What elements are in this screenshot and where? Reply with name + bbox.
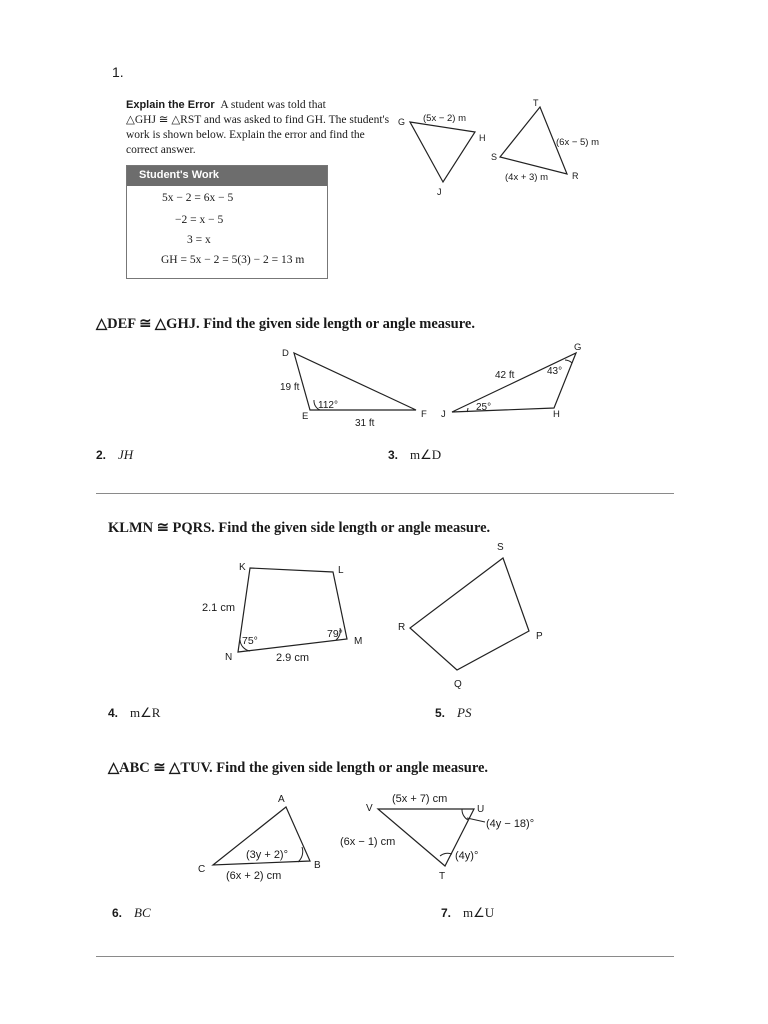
quad-pqrs bbox=[410, 558, 529, 670]
angle-u-leader bbox=[467, 818, 485, 822]
section-heading-def: △DEF ≅ △GHJ. Find the given side length or angle measure. bbox=[96, 316, 475, 332]
label-l: L bbox=[338, 565, 344, 576]
explain-line-2: △GHJ ≅ △RST and was asked to find GH. The student's bbox=[126, 114, 390, 126]
problem-7 bbox=[441, 904, 494, 922]
label-t2: T bbox=[439, 871, 446, 882]
label-n: N bbox=[225, 652, 233, 663]
problem-4 bbox=[108, 704, 160, 722]
work-line-3: 3 = x bbox=[187, 234, 211, 246]
work-line-2: −2 = x − 5 bbox=[175, 214, 224, 226]
label-cb: (6x + 2) cm bbox=[226, 870, 282, 882]
students-work-header: Student's Work bbox=[127, 166, 327, 186]
angle-g-arc bbox=[565, 360, 572, 363]
label-gh: (5x − 2) m bbox=[423, 113, 467, 124]
label-c: C bbox=[198, 864, 206, 875]
label-angle-b: (3y + 2)° bbox=[246, 849, 288, 861]
label-f: F bbox=[421, 409, 427, 420]
explain-line-4: correct answer. bbox=[126, 144, 196, 156]
label-angle-j: 25° bbox=[476, 402, 492, 413]
section-heading-abc: △ABC ≅ △TUV. Find the given side length or angle measure. bbox=[108, 760, 489, 776]
label-sr: (4x + 3) m bbox=[505, 172, 549, 183]
figure-abc-tuv bbox=[190, 784, 570, 894]
label-t: T bbox=[533, 98, 539, 108]
label-angle-m: 79° bbox=[327, 628, 343, 640]
label-m: M bbox=[354, 636, 363, 647]
label-angle-t: (4y)° bbox=[455, 850, 479, 862]
label-u: U bbox=[477, 804, 485, 815]
figure-ghj-rst bbox=[390, 95, 620, 205]
problem-7-ask: m∠U bbox=[463, 905, 495, 920]
figure-def-ghj bbox=[270, 338, 600, 433]
label-p: P bbox=[536, 631, 543, 642]
problem-7-number: 7. bbox=[441, 906, 452, 920]
problem-6-number: 6. bbox=[112, 906, 123, 920]
label-tr: (6x − 5) m bbox=[556, 137, 600, 148]
item-number: 1. bbox=[112, 64, 124, 80]
label-j: J bbox=[437, 187, 442, 197]
explain-intro: A student was told that bbox=[220, 99, 326, 111]
problem-5-number: 5. bbox=[435, 706, 446, 720]
triangle-ghj bbox=[410, 122, 475, 182]
label-s: S bbox=[491, 152, 498, 162]
label-s2: S bbox=[497, 542, 504, 553]
work-line-1: 5x − 2 = 6x − 5 bbox=[162, 192, 234, 204]
label-g: G bbox=[398, 117, 406, 127]
explain-error-title: Explain the Error bbox=[126, 99, 215, 111]
label-h: H bbox=[479, 133, 486, 143]
label-vt: (6x − 1) cm bbox=[340, 836, 396, 848]
divider-2 bbox=[96, 956, 674, 957]
explain-error-text bbox=[126, 98, 396, 158]
work-line-4: GH = 5x − 2 = 5(3) − 2 = 13 m bbox=[161, 254, 305, 266]
label-g2: G bbox=[574, 342, 582, 353]
label-q: Q bbox=[454, 679, 462, 690]
label-kn: 2.1 cm bbox=[202, 602, 236, 614]
section-heading-klmn: KLMN ≅ PQRS. Find the given side length or angle measure. bbox=[108, 520, 491, 536]
triangle-ghj-2 bbox=[452, 353, 576, 412]
label-jg: 42 ft bbox=[495, 370, 515, 381]
problem-5 bbox=[435, 704, 471, 722]
problem-2-ask: JH bbox=[118, 447, 134, 462]
label-r: R bbox=[572, 171, 579, 181]
students-work-box bbox=[126, 165, 328, 279]
triangle-def bbox=[294, 353, 416, 410]
problem-3-ask: m∠D bbox=[410, 447, 442, 462]
problem-3 bbox=[388, 446, 441, 464]
problem-2 bbox=[96, 446, 133, 464]
figure-klmn-pqrs bbox=[190, 538, 570, 690]
problem-4-ask: m∠R bbox=[130, 705, 161, 720]
problem-2-number: 2. bbox=[96, 448, 107, 462]
label-angle-n: 75° bbox=[242, 635, 258, 647]
label-d: D bbox=[282, 348, 289, 359]
label-k: K bbox=[239, 562, 246, 573]
divider-1 bbox=[96, 493, 674, 494]
label-e: E bbox=[302, 411, 309, 422]
label-v: V bbox=[366, 803, 373, 814]
label-h2: H bbox=[553, 409, 560, 420]
label-ef: 31 ft bbox=[355, 418, 375, 429]
label-angle-g: 43° bbox=[547, 366, 563, 377]
label-r2: R bbox=[398, 622, 406, 633]
label-a: A bbox=[278, 794, 285, 805]
label-vu: (5x + 7) cm bbox=[392, 793, 448, 805]
label-angle-e: 112° bbox=[318, 400, 338, 411]
angle-b-arc bbox=[298, 847, 303, 862]
label-b: B bbox=[314, 860, 321, 871]
problem-3-number: 3. bbox=[388, 448, 399, 462]
label-j2: J bbox=[441, 409, 446, 420]
label-angle-u: (4y − 18)° bbox=[486, 818, 535, 830]
label-nm: 2.9 cm bbox=[276, 652, 310, 664]
problem-5-ask: PS bbox=[457, 705, 472, 720]
problem-6 bbox=[112, 904, 151, 922]
label-de: 19 ft bbox=[280, 382, 300, 393]
problem-4-number: 4. bbox=[108, 706, 119, 720]
explain-line-3: work is shown below. Explain the error and find the bbox=[126, 129, 365, 141]
problem-6-ask: BC bbox=[134, 905, 151, 920]
